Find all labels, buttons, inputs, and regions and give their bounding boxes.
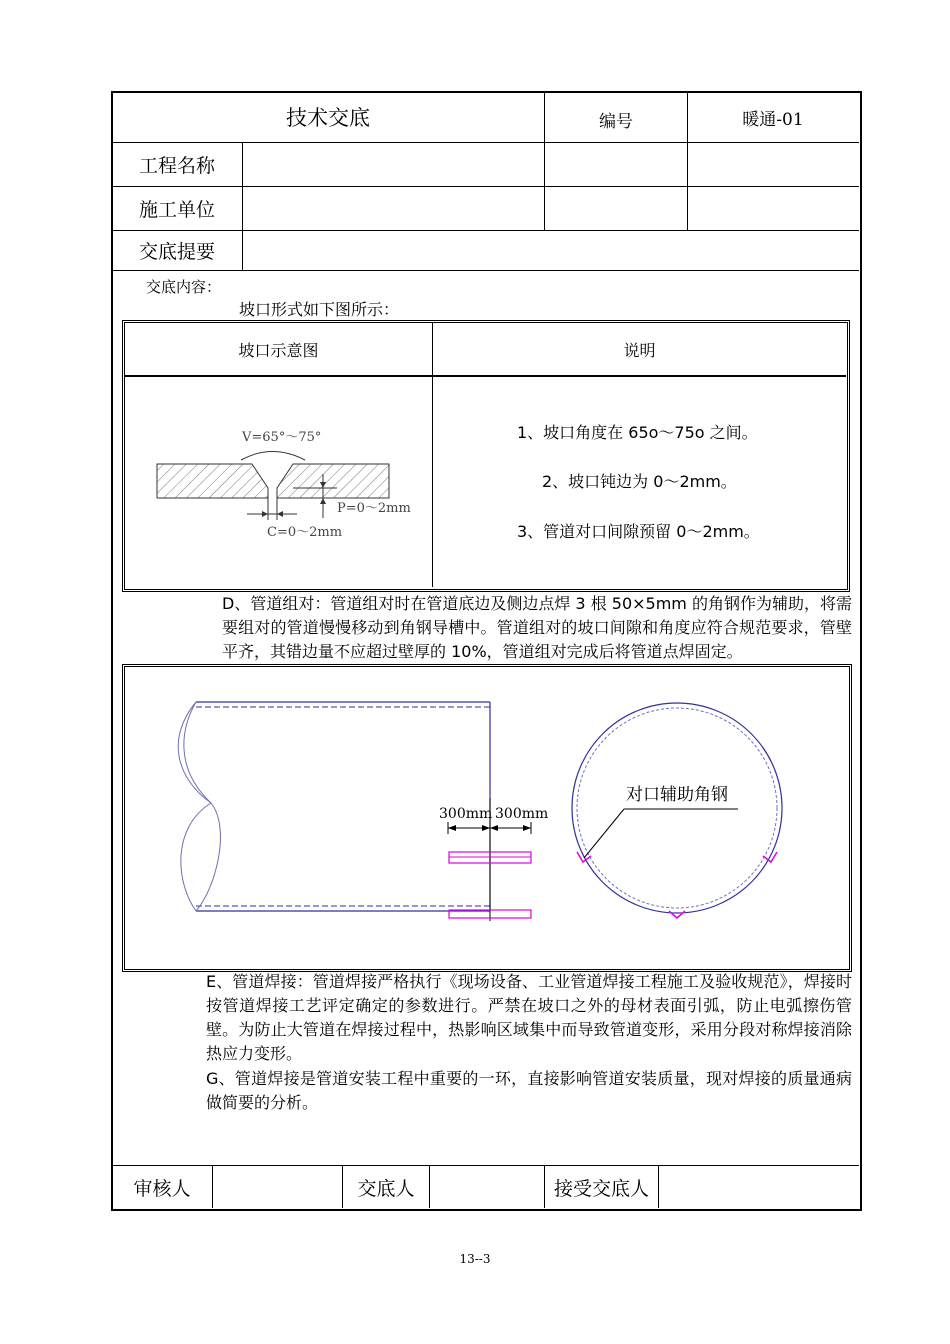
receiver-label: 接受交底人 [553,1177,649,1200]
arrow-head [320,498,326,504]
arrow-head [482,825,490,831]
arrow-head [277,511,283,517]
pipe-section-inner [577,708,777,908]
document-title: 技术交底 [286,106,370,130]
paragraph-e: E、管道焊接：管道焊接严格执行《现场设备、工业管道焊接工程施工及验收规范》，焊接时按管道焊接工艺评定确定的参数进行。严禁在坡口之外的母材表面引弧，防止电弧擦伤管壁。为防止大管道在焊接过程中，热影响区域集中而导致管道变形，采用分段对称焊接消除热应力变形。 [206,972,852,1063]
angle-steel-bottom [669,911,685,918]
number-value: 暖通-01 [742,109,804,130]
project-name-label: 工程名称 [138,155,215,177]
bevel-diagram [125,378,431,584]
bevel-table-header-divider [125,375,846,377]
number-label: 编号 [599,111,633,132]
root-face-label: P=0～2mm [337,501,411,516]
intro-text: 坡口形式如下图所示： [239,300,400,319]
paragraph-g: G、管道焊接是管道安装工程中重要的一环，直接影响管道安装质量，现对焊接的质量通病做简要的分析。 [206,1069,852,1112]
paragraph-d: D、管道组对：管道组对时在管道底边及侧边点焊 3 根 50×5mm 的角钢作为辅助，将需要组对的管道慢慢移动到角钢导槽中。管道组对的坡口间隙和角度应符合规范要求，管壁平齐，其错边量不应超过壁厚的 10%，管道组对完成后将管道点焊固定。 [222,594,852,661]
arrow-head [490,825,498,831]
contractor-field[interactable] [243,187,544,230]
angle-arc [241,452,305,461]
discloser-signature-field[interactable] [430,1166,544,1208]
discloser-label: 交底人 [357,1177,415,1200]
left-plate [157,464,268,498]
pipe-break-line [181,702,211,911]
right-plate [277,464,389,498]
receiver-signature-field[interactable] [659,1166,858,1208]
project-name-field[interactable] [243,143,544,186]
bevel-note-2: 2、坡口钝边为 0～2mm。 [542,472,737,491]
summary-label: 交底提要 [138,241,215,263]
gap-label: C=0～2mm [267,525,343,540]
angle-label: V=65°～75° [242,430,322,445]
dim-left-label: 300mm [439,806,493,822]
content-heading: 交底内容： [146,278,222,296]
callout-label: 对口辅助角钢 [626,785,728,805]
row-divider [112,270,859,271]
dim-right-label: 300mm [495,806,549,822]
arrow-head [262,511,268,517]
summary-field[interactable] [243,231,858,270]
bevel-col2-header: 说明 [623,340,656,360]
reviewer-label: 审核人 [133,1177,191,1200]
contractor-label: 施工单位 [138,199,215,221]
callout-leader [584,809,624,858]
bevel-col1-header: 坡口示意图 [238,340,319,360]
arrow-head [523,825,531,831]
pipe-assembly-figure [126,668,846,964]
arrow-head [448,825,456,831]
bevel-note-3: 3、管道对口间隙预留 0～2mm。 [517,522,760,541]
page-number: 13--3 [459,1252,491,1266]
bevel-note-1: 1、坡口角度在 65o～75o 之间。 [517,423,758,442]
reviewer-signature-field[interactable] [213,1166,342,1208]
pipe-section-outer [572,703,782,913]
